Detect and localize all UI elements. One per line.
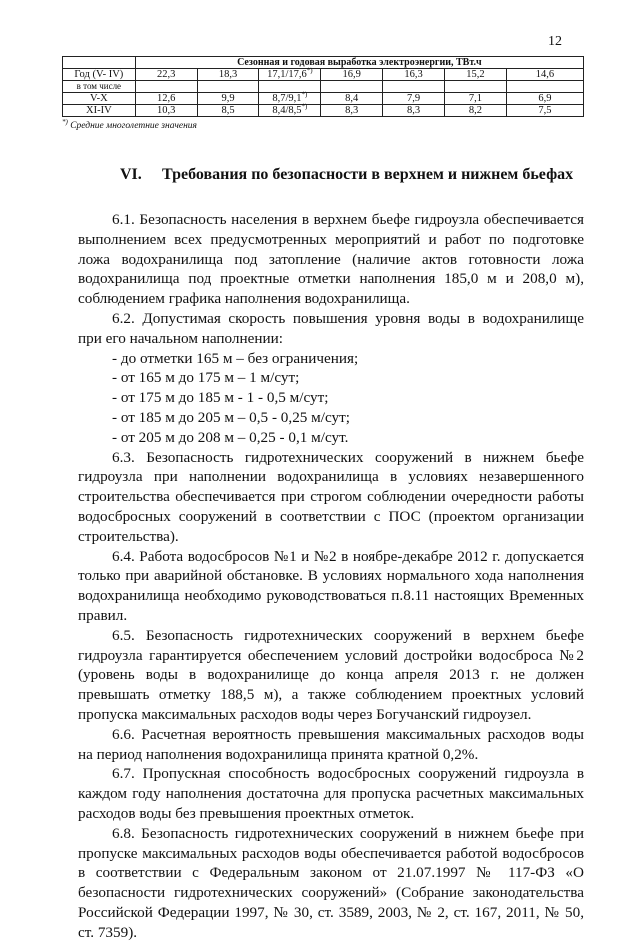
table-cell: [197, 105, 259, 117]
row-label: Год (V- IV): [63, 69, 136, 81]
cell-value: 8,7/9,1: [272, 93, 302, 104]
cell-value: 14,6: [535, 69, 555, 80]
cell-value: 16,9: [342, 69, 361, 80]
table-cell: [259, 66, 321, 81]
table-cell: [383, 81, 445, 93]
paragraph-6-8: 6.8. Безопасность гидротехнических сооружений в нижнем бьефе при пропуске максимальных расходов воды обеспечивается работой водосбросов в соответствии с Федеральным законом от 21.07.1997 № 117-ФЗ «О безопасности гидротехнических сооружений» (Собрание законодательства Российской Федерации 1997, № 30, ст. 3589, 2003, № 2, ст. 167, 2011, № 50, ст. 7359).: [78, 824, 584, 941]
table-cell: [445, 93, 507, 105]
cell-value: 8,3: [345, 105, 359, 116]
list-item: - от 165 м до 175 м – 1 м/сут;: [112, 369, 300, 387]
cell-value: 17,1/17,6: [267, 69, 307, 80]
table-cell: [445, 105, 507, 117]
paragraph-6-2: 6.2. Допустимая скорость повышения уровня воды в водохранилище при его начальном наполнении:: [78, 309, 584, 347]
footnote-mark: *): [301, 90, 308, 99]
list-item: - от 185 м до 205 м – 0,5 - 0,25 м/сут;: [112, 408, 350, 426]
cell-value: 7,5: [538, 105, 552, 116]
paragraph-6-7: 6.7. Пропускная способность водосбросных сооружений гидроузла в каждом году наполнения достаточна для пропуска расчетных максимальных расходов воды без превышения проектных отметок.: [78, 765, 584, 822]
cell-value: 10,3: [156, 105, 176, 116]
page-number: 12: [548, 34, 562, 49]
cell-value: 7,1: [468, 93, 482, 104]
table-cell: [506, 69, 583, 81]
table-row: [63, 69, 584, 81]
table-cell: [506, 81, 583, 93]
cell-value: 12,6: [156, 93, 176, 104]
table-cell: [259, 102, 321, 117]
section-number: VI.: [120, 166, 142, 183]
table-cell: [445, 69, 507, 81]
table-cell: [383, 105, 445, 117]
table-cell: [321, 69, 383, 81]
cell-value: 6,9: [538, 93, 552, 104]
cell-value: 8,5: [221, 105, 235, 116]
row-label: XI-IV: [63, 105, 136, 117]
table-cell: [321, 105, 383, 117]
table-cell: [383, 93, 445, 105]
table-footnote: [62, 117, 197, 131]
list-item: - до отметки 165 м – без ограничения;: [112, 349, 359, 367]
footnote-mark: *): [62, 117, 68, 126]
table-corner-cell: [63, 57, 136, 69]
table-cell: [259, 90, 321, 105]
row-label: V-X: [63, 93, 136, 105]
paragraph-6-4: 6.4. Работа водосбросов №1 и №2 в ноябре-декабре 2012 г. допускается только при аварийной обстановке. В условиях нормального хода наполнения водохранилища необходимо руководствоваться п.8.11 настоящих Временных правил.: [78, 547, 584, 624]
energy-output-table: [62, 56, 584, 117]
cell-value: 18,3: [218, 69, 238, 80]
table-cell: [383, 69, 445, 81]
table-row: [63, 105, 584, 117]
table-cell: [259, 81, 321, 93]
footnote-text: Средние многолетние значения: [70, 121, 197, 131]
footnote-mark: *): [306, 66, 313, 75]
table-cell: [506, 105, 583, 117]
table-cell: [135, 105, 197, 117]
paragraph-6-6: 6.6. Расчетная вероятность превышения максимальных расходов воды на период наполнения водохранилища принята кратной 0,2%.: [78, 725, 584, 763]
section-heading: [120, 166, 573, 184]
footnote-mark: *): [301, 102, 308, 111]
cell-value: 8,2: [468, 105, 482, 116]
table-title-row: [63, 57, 584, 69]
row-label: в том числе: [63, 81, 136, 93]
cell-value: 7,9: [407, 93, 421, 104]
paragraph-6-1: 6.1. Безопасность населения в верхнем бьефе гидроузла обеспечивается выполнением всех предусмотренных мероприятий и работ по подготовке ложа водохранилища под затопление (наличие актов готовности ложа водохранилища под проектные отметки наполнения 185,0 м и 208,0 м), соблюдением графика наполнения водохранилища.: [78, 211, 584, 308]
table-title: Сезонная и годовая выработка электроэнергии, ТВт.ч: [135, 57, 583, 69]
cell-value: 9,9: [221, 93, 235, 104]
cell-value: 15,2: [466, 69, 485, 80]
table-cell: [506, 93, 583, 105]
table-cell: [197, 69, 259, 81]
table-cell: [445, 81, 507, 93]
paragraph-6-3: 6.3. Безопасность гидротехнических сооружений в нижнем бьефе гидроузла при наполнении водохранилища в условиях незавершенного строительства обеспечивается при строгом соблюдении очередности работы водосбросных сооружений в соответствии с ПОС (проектом организации строительства).: [78, 448, 584, 545]
table-cell: [197, 81, 259, 93]
section-title: Требования по безопасности в верхнем и нижнем бьефах: [162, 166, 574, 183]
list-item: - от 175 м до 185 м - 1 - 0,5 м/сут;: [112, 389, 329, 407]
table-row: [63, 81, 584, 93]
table-cell: [321, 93, 383, 105]
table-cell: [135, 69, 197, 81]
cell-value: 8,4/8,5: [272, 105, 302, 116]
speed-limits-list: [78, 349, 584, 448]
table-cell: [135, 93, 197, 105]
table-row: [63, 93, 584, 105]
cell-value: 16,3: [404, 69, 423, 80]
table-cell: [135, 81, 197, 93]
cell-value: 22,3: [156, 69, 176, 80]
body-text: [78, 202, 584, 942]
cell-value: 8,3: [407, 105, 421, 116]
cell-value: 8,4: [345, 93, 359, 104]
list-item: - от 205 м до 208 м – 0,25 - 0,1 м/сут.: [112, 428, 349, 446]
paragraph-6-5: 6.5. Безопасность гидротехнических сооружений в верхнем бьефе гидроузла гарантируется обеспечением условий достройки водосброса №2 (уровень воды в водохранилище до конца апреля 2013 г. не должен превышать отметку 188,5 м), а также соблюдением проектных условий пропуска максимальных расходов воды через Богучанский гидроузел.: [78, 626, 584, 723]
table-cell: [321, 81, 383, 93]
table-cell: [197, 93, 259, 105]
